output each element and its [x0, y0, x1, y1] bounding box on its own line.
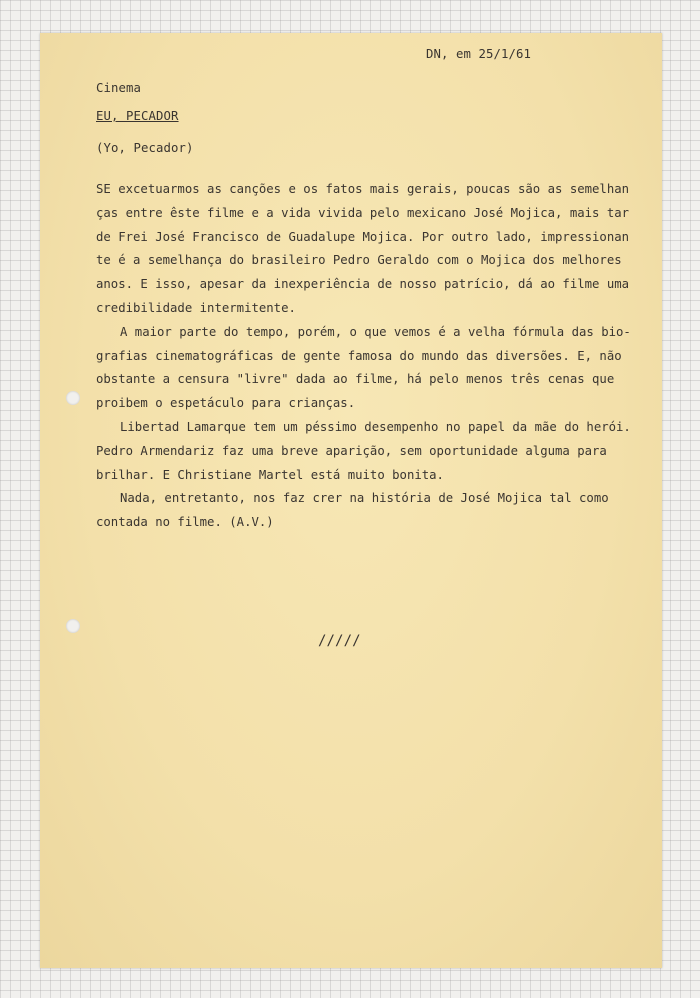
text-line: Nada, entretanto, nos faz crer na história de José Mojica tal como	[120, 491, 609, 506]
section-label: Cinema	[96, 81, 142, 95]
paragraph-4	[96, 487, 646, 535]
punch-hole	[66, 391, 80, 405]
review-title: EU, PECADOR	[96, 109, 179, 123]
text-line: grafias cinematográficas de gente famosa do mundo das diversões. E, não	[96, 348, 622, 363]
text-line: ças entre êste filme e a vida vivida pelo mexicano José Mojica, mais tar	[96, 205, 630, 220]
paragraph-2	[96, 321, 646, 416]
end-mark: /////	[318, 633, 361, 649]
text-line: anos. E isso, apesar da inexperiência de nosso patrício, dá ao filme uma	[96, 277, 630, 292]
text-line: Libertad Lamarque tem um péssimo desempenho no papel da mãe do herói.	[120, 419, 631, 434]
text-line: te é a semelhança do brasileiro Pedro Geraldo com o Mojica dos melhores	[96, 253, 622, 268]
text-line: SE excetuarmos as canções e os fatos mais gerais, poucas são as semelhan	[96, 182, 630, 196]
text-line: brilhar. E Christiane Martel está muito bonita.	[96, 467, 444, 482]
text-line: proibem o espetáculo para crianças.	[96, 396, 356, 411]
dateline: DN, em 25/1/61	[426, 47, 532, 61]
text-line: A maior parte do tempo, porém, o que vemos é a velha fórmula das bio-	[120, 324, 631, 339]
text-line: obstante a censura "livre" dada ao filme, há pelo menos três cenas que	[96, 372, 615, 387]
punch-hole	[66, 619, 80, 633]
text-line: credibilidade intermitente.	[96, 300, 296, 315]
text-line: contada no filme. (A.V.)	[96, 515, 274, 530]
paragraph-1	[96, 178, 646, 321]
original-title: (Yo, Pecador)	[96, 141, 194, 155]
paragraph-3	[96, 416, 646, 487]
text-line: Pedro Armendariz faz uma breve aparição, sem oportunidade alguma para	[96, 443, 607, 458]
text-line: de Frei José Francisco de Guadalupe Mojica. Por outro lado, impressionan	[96, 229, 630, 244]
typewritten-page	[40, 33, 662, 968]
review-body	[96, 178, 646, 535]
